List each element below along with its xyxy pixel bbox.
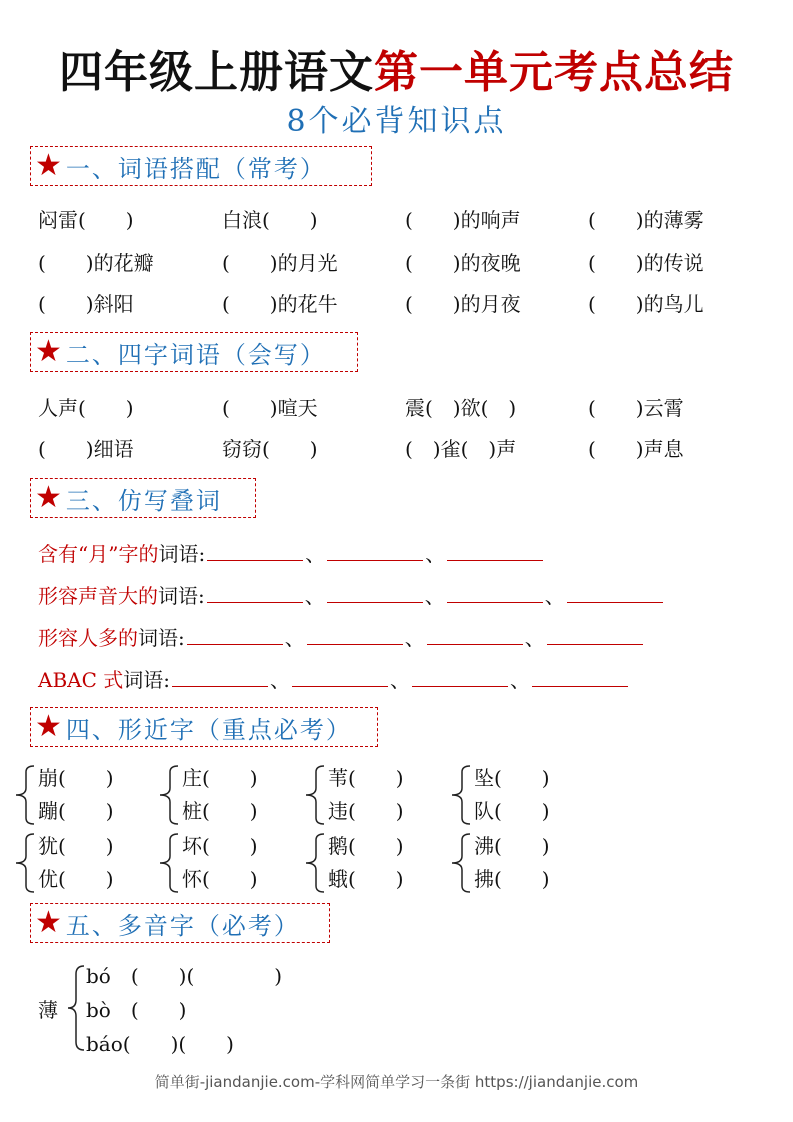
answer-blank[interactable]: [447, 584, 543, 603]
collocation-item: ( )的月光: [222, 251, 338, 275]
reduplication-row: [38, 538, 545, 567]
blank-separator: 、: [424, 584, 445, 608]
similar-char-item: 桩( ): [182, 799, 258, 823]
similar-char-item: 坠( ): [474, 766, 550, 790]
polyphone-reading: bò ( ): [86, 998, 187, 1022]
similar-char-item: 怀( ): [182, 867, 258, 891]
collocation-item: ( )的夜晚: [405, 251, 521, 275]
similar-char-item: 拂( ): [474, 867, 550, 891]
similar-char-group: [448, 762, 598, 828]
reduplication-prompt: 形容人多的: [38, 626, 138, 650]
blank-separator: 、: [284, 626, 305, 650]
reduplication-row: [38, 580, 665, 609]
section-title: 二、四字词语（会写）: [65, 340, 326, 369]
idiom-item: ( )云霄: [588, 396, 684, 420]
blank-separator: 、: [425, 542, 446, 566]
answer-blank[interactable]: [532, 668, 628, 687]
collocation-item: ( )的花瓣: [38, 251, 154, 275]
answer-blank[interactable]: [547, 626, 643, 645]
blank-separator: 、: [304, 584, 325, 608]
section-header-collocation: [30, 146, 372, 186]
similar-char-group: [12, 830, 162, 896]
similar-char-item: 沸( ): [474, 834, 550, 858]
brace-icon: [12, 762, 40, 828]
section-header-idioms: [30, 332, 358, 372]
star-icon: ★: [35, 905, 62, 940]
similar-char-group: [302, 830, 452, 896]
collocation-item: 白浪( ): [222, 208, 318, 232]
collocation-item: ( )的鸟儿: [588, 292, 704, 316]
brace-icon: [156, 830, 184, 896]
section-header-reduplication: [30, 478, 256, 518]
idiom-item: ( )细语: [38, 437, 134, 461]
answer-blank[interactable]: [567, 584, 663, 603]
collocation-item: 闷雷( ): [38, 208, 134, 232]
brace-icon: [448, 762, 476, 828]
similar-char-item: 鹅( ): [328, 834, 404, 858]
footer-text: 简单街-jiandanjie.com-学科网简单学习一条街 https://jiandanjie.com: [154, 1073, 639, 1091]
idiom-item: ( )声息: [588, 437, 684, 461]
collocation-item: ( )斜阳: [38, 292, 134, 316]
similar-char-item: 庄( ): [182, 766, 258, 790]
brace-icon: [302, 762, 330, 828]
answer-blank[interactable]: [172, 668, 268, 687]
similar-char-item: 蹦( ): [38, 799, 114, 823]
brace-icon: [448, 830, 476, 896]
similar-char-group: [156, 762, 306, 828]
answer-blank[interactable]: [187, 626, 283, 645]
section-header-polyphone: [30, 903, 330, 943]
answer-blank[interactable]: [307, 626, 403, 645]
brace-icon: [156, 762, 184, 828]
similar-char-group: [448, 830, 598, 896]
title-black: 四年级上册语文: [59, 47, 374, 98]
collocation-item: ( )的花牛: [222, 292, 338, 316]
collocation-item: ( )的传说: [588, 251, 704, 275]
answer-blank[interactable]: [447, 542, 543, 561]
reduplication-prompt: 形容声音大的: [38, 584, 158, 608]
answer-blank[interactable]: [207, 542, 303, 561]
section-title: 四、形近字（重点必考）: [65, 715, 352, 744]
blank-separator: 、: [510, 668, 530, 692]
section-title: 一、词语搭配（常考）: [65, 154, 326, 183]
section-title: 三、仿写叠词: [65, 486, 222, 515]
idiom-item: ( )喧天: [222, 396, 318, 420]
reduplication-label: 词语:: [123, 668, 170, 692]
brace-icon: [12, 830, 40, 896]
similar-char-item: 队( ): [474, 799, 550, 823]
reduplication-row: [38, 622, 645, 651]
similar-char-item: 坏( ): [182, 834, 258, 858]
answer-blank[interactable]: [412, 668, 508, 687]
reduplication-label: 词语:: [138, 626, 185, 650]
blank-separator: 、: [305, 542, 326, 566]
blank-separator: 、: [270, 668, 290, 692]
answer-blank[interactable]: [207, 584, 303, 603]
idiom-item: ( )雀( )声: [405, 437, 517, 461]
similar-char-item: 崩( ): [38, 766, 114, 790]
similar-char-group: [12, 762, 162, 828]
similar-char-item: 犹( ): [38, 834, 114, 858]
idiom-item: 人声( ): [38, 396, 134, 420]
star-icon: ★: [35, 148, 62, 183]
answer-blank[interactable]: [327, 584, 423, 603]
star-icon: ★: [35, 480, 62, 515]
section-header-similar-chars: [30, 707, 378, 747]
reduplication-row: [38, 664, 630, 693]
answer-blank[interactable]: [427, 626, 523, 645]
polyphone-reading: bó ( )( ): [86, 964, 283, 988]
idiom-item: 窃窃( ): [222, 437, 318, 461]
answer-blank[interactable]: [327, 542, 423, 561]
blank-separator: 、: [524, 626, 545, 650]
blank-separator: 、: [390, 668, 410, 692]
polyphone-reading: báo( )( ): [86, 1032, 234, 1056]
brace-icon: [302, 830, 330, 896]
reduplication-label: 词语:: [158, 542, 206, 566]
reduplication-prompt: 含有“月”字的: [38, 542, 159, 566]
page-title: [0, 36, 793, 100]
reduplication-label: 词语:: [158, 584, 205, 608]
polyphone-char: 薄: [38, 998, 58, 1022]
similar-char-item: 苇( ): [328, 766, 404, 790]
idiom-item: 震( )欲( ): [405, 396, 517, 420]
answer-blank[interactable]: [292, 668, 388, 687]
collocation-item: ( )的薄雾: [588, 208, 704, 232]
polyphone-group: [38, 958, 358, 1058]
similar-char-group: [156, 830, 306, 896]
star-icon: ★: [35, 709, 62, 744]
blank-separator: 、: [544, 584, 565, 608]
title-red: 第一单元考点总结: [374, 47, 734, 98]
similar-char-item: 优( ): [38, 867, 114, 891]
brace-icon: [64, 962, 88, 1052]
section-title: 五、多音字（必考）: [65, 911, 300, 940]
blank-separator: 、: [404, 626, 425, 650]
similar-char-item: 蛾( ): [328, 867, 404, 891]
collocation-item: ( )的月夜: [405, 292, 521, 316]
collocation-item: ( )的响声: [405, 208, 521, 232]
reduplication-prompt: ABAC 式: [38, 668, 124, 692]
similar-char-item: 违( ): [328, 799, 404, 823]
page-subtitle: 8个必背知识点: [286, 104, 507, 139]
similar-char-group: [302, 762, 452, 828]
star-icon: ★: [35, 334, 62, 369]
